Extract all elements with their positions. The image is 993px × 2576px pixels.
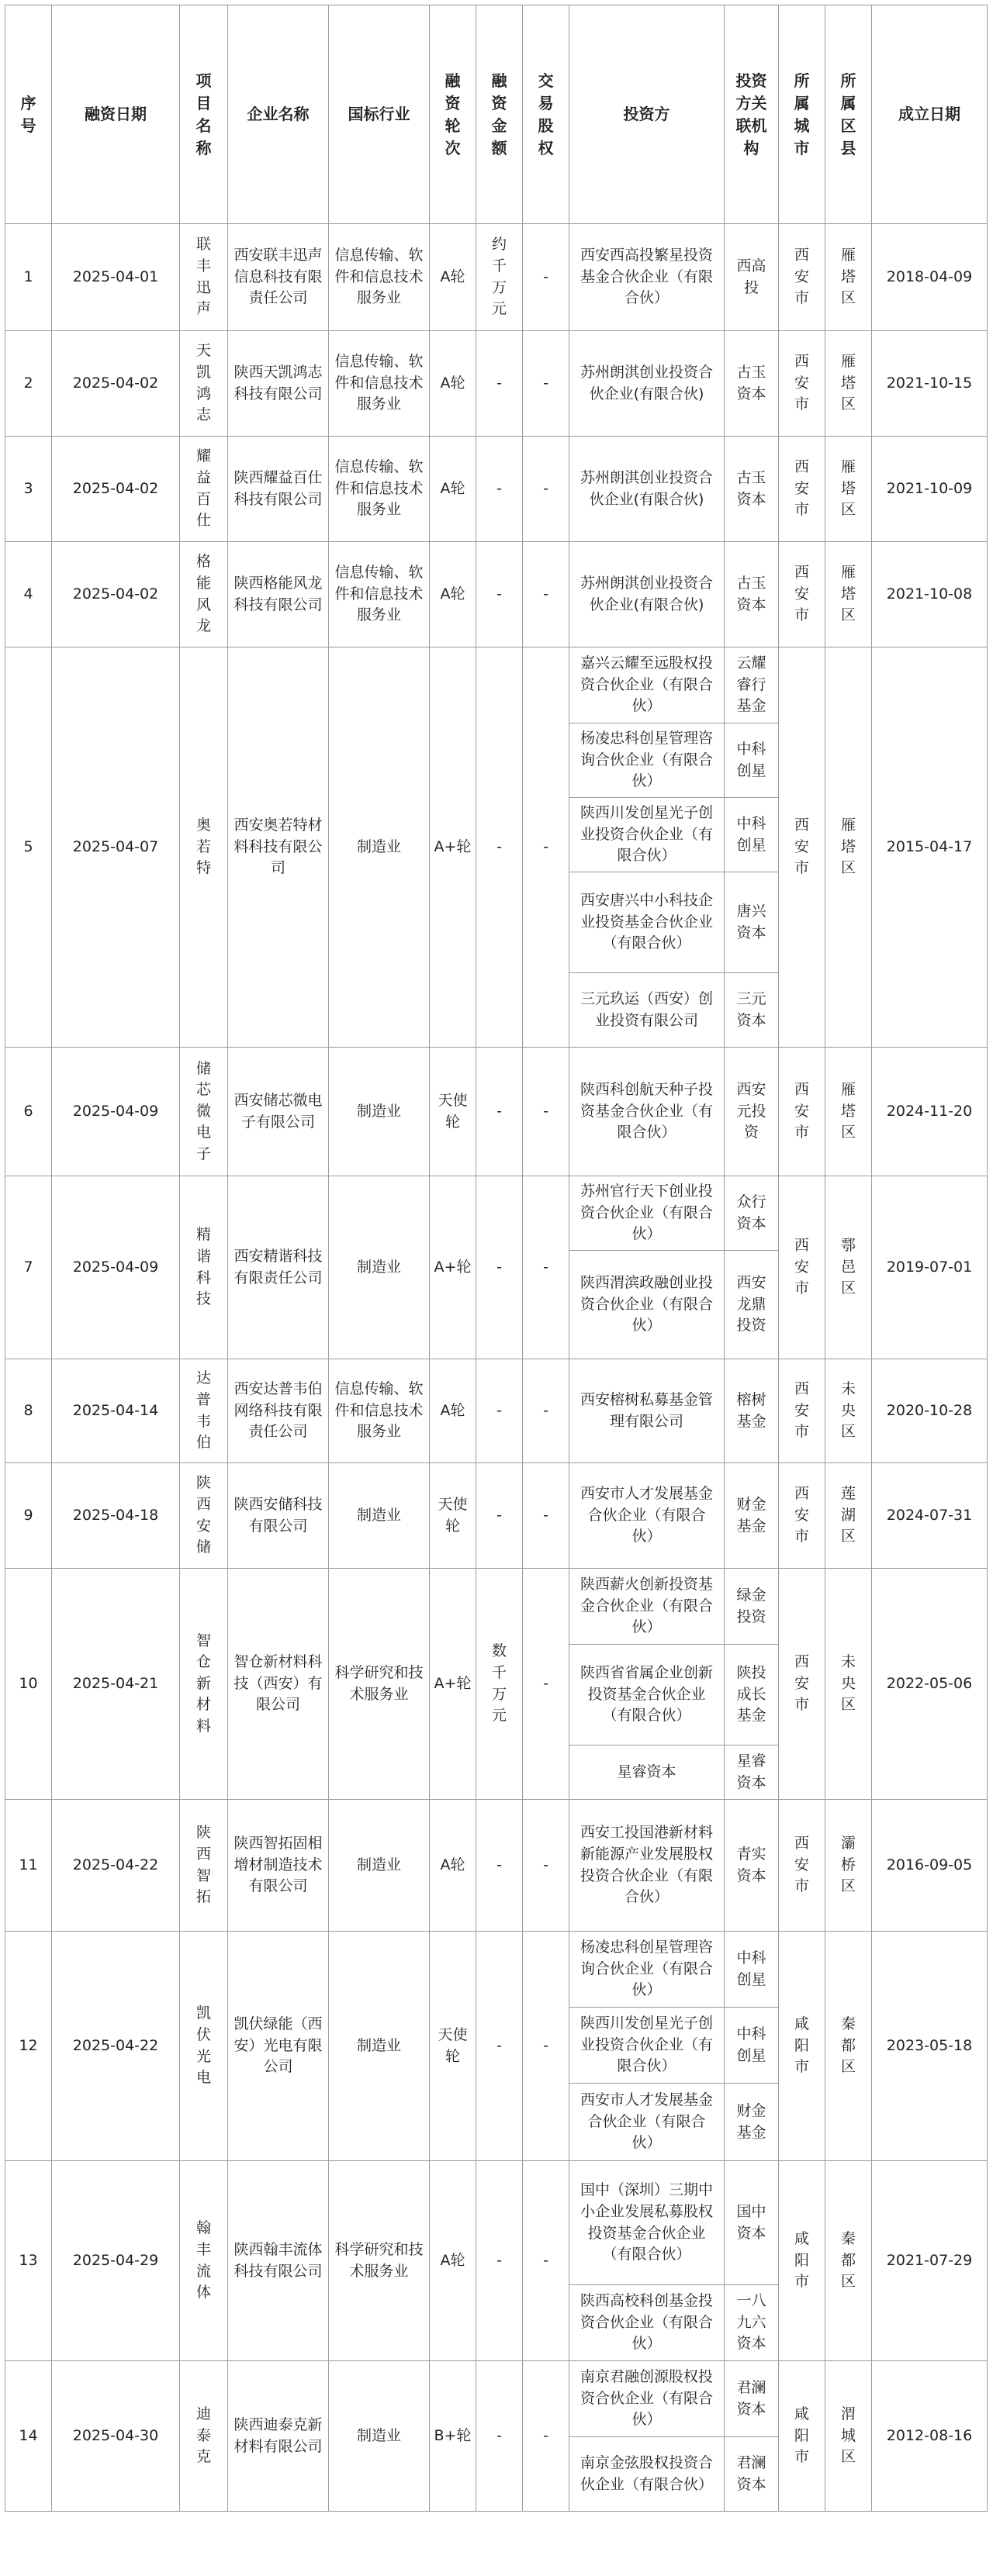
project-name: 天凯鸿志 [180, 331, 228, 437]
investor-org: 古玉资本 [725, 331, 779, 437]
investor-name: 苏州朗淇创业投资合伙企业(有限合伙) [569, 437, 725, 542]
investor-org: 财金基金 [725, 2084, 779, 2161]
row-number: 13 [5, 2161, 52, 2361]
city: 西安市 [779, 224, 825, 331]
investor-org: 古玉资本 [725, 437, 779, 542]
district: 未央区 [825, 1569, 872, 1800]
industry: 科学研究和技术服务业 [329, 2161, 430, 2361]
founded-date: 2016-09-05 [872, 1800, 988, 1932]
header-cell: 融资日期 [52, 5, 180, 224]
district: 秦都区 [825, 2161, 872, 2361]
amount: - [476, 542, 523, 647]
project-name: 耀益百仕 [180, 437, 228, 542]
project-name: 达普韦伯 [180, 1359, 228, 1463]
investor-name: 陕西高校科创基金投资合伙企业（有限合伙） [569, 2285, 725, 2361]
project-name: 精谐科技 [180, 1176, 228, 1359]
investor-name: 杨凌忠科创星管理咨询合伙企业（有限合伙） [569, 1932, 725, 2008]
investor-org: 国中资本 [725, 2161, 779, 2285]
investor-org: 西安龙鼎投资 [725, 1251, 779, 1359]
company-name: 西安联丰迅声信息科技有限责任公司 [228, 224, 329, 331]
district: 灞桥区 [825, 1800, 872, 1932]
round: A轮 [430, 2161, 476, 2361]
financing-table [5, 5, 988, 2512]
financing-date: 2025-04-02 [52, 331, 180, 437]
company-name: 陕西格能风龙科技有限公司 [228, 542, 329, 647]
row-number: 4 [5, 542, 52, 647]
company-name: 智仓新材料科技（西安）有限公司 [228, 1569, 329, 1800]
amount: - [476, 331, 523, 437]
district: 雁塔区 [825, 331, 872, 437]
investor-name: 苏州朗淇创业投资合伙企业(有限合伙) [569, 331, 725, 437]
industry: 制造业 [329, 1048, 430, 1176]
amount: - [476, 1359, 523, 1463]
table-row [5, 437, 988, 542]
industry: 制造业 [329, 647, 430, 1048]
company-name: 西安精谐科技有限责任公司 [228, 1176, 329, 1359]
row-number: 10 [5, 1569, 52, 1800]
investor-name: 西安市人才发展基金合伙企业（有限合伙） [569, 2084, 725, 2161]
header-cell: 融资轮次 [430, 5, 476, 224]
founded-date: 2012-08-16 [872, 2361, 988, 2512]
header-cell: 所属区县 [825, 5, 872, 224]
round: B+轮 [430, 2361, 476, 2512]
district: 鄠邑区 [825, 1176, 872, 1359]
district: 雁塔区 [825, 437, 872, 542]
round: A轮 [430, 542, 476, 647]
project-name: 陕西智拓 [180, 1800, 228, 1932]
investor-name: 国中（深圳）三期中小企业发展私募股权投资基金合伙企业（有限合伙） [569, 2161, 725, 2285]
investor-org: 君澜资本 [725, 2361, 779, 2437]
round: A轮 [430, 1800, 476, 1932]
equity: - [523, 1048, 569, 1176]
project-name: 迪泰克 [180, 2361, 228, 2512]
round: A轮 [430, 331, 476, 437]
investor-name: 西安工投国港新材料新能源产业发展股权投资合伙企业（有限合伙） [569, 1800, 725, 1932]
amount: - [476, 1176, 523, 1359]
company-name: 陕西迪泰克新材料有限公司 [228, 2361, 329, 2512]
industry: 信息传输、软件和信息技术服务业 [329, 1359, 430, 1463]
founded-date: 2022-05-06 [872, 1569, 988, 1800]
header-cell: 融资金额 [476, 5, 523, 224]
financing-date: 2025-04-09 [52, 1048, 180, 1176]
round: 天使轮 [430, 1932, 476, 2161]
district: 未央区 [825, 1359, 872, 1463]
financing-date: 2025-04-18 [52, 1463, 180, 1569]
investor-name: 苏州官行天下创业投资合伙企业（有限合伙） [569, 1176, 725, 1251]
amount: 约千万元 [476, 224, 523, 331]
founded-date: 2021-10-09 [872, 437, 988, 542]
financing-date: 2025-04-29 [52, 2161, 180, 2361]
table-row [5, 2161, 988, 2285]
round: 天使轮 [430, 1048, 476, 1176]
header-cell: 项目名称 [180, 5, 228, 224]
founded-date: 2021-10-08 [872, 542, 988, 647]
investor-name: 陕西渭滨政融创业投资合伙企业（有限合伙） [569, 1251, 725, 1359]
investor-name: 星睿资本 [569, 1746, 725, 1800]
district: 雁塔区 [825, 1048, 872, 1176]
header-cell: 国标行业 [329, 5, 430, 224]
investor-name: 陕西川发创星光子创业投资合伙企业（有限合伙） [569, 2008, 725, 2084]
table-row [5, 1048, 988, 1176]
table-row [5, 542, 988, 647]
equity: - [523, 1463, 569, 1569]
city: 咸阳市 [779, 2161, 825, 2361]
round: 天使轮 [430, 1463, 476, 1569]
header-cell: 投资方 [569, 5, 725, 224]
founded-date: 2023-05-18 [872, 1932, 988, 2161]
round: A+轮 [430, 1569, 476, 1800]
investor-org: 绿金投资 [725, 1569, 779, 1645]
table-row [5, 1800, 988, 1932]
equity: - [523, 437, 569, 542]
project-name: 格能风龙 [180, 542, 228, 647]
investor-name: 陕西科创航天种子投资基金合伙企业（有限合伙） [569, 1048, 725, 1176]
equity: - [523, 1176, 569, 1359]
district: 雁塔区 [825, 224, 872, 331]
table-row [5, 331, 988, 437]
founded-date: 2021-07-29 [872, 2161, 988, 2361]
city: 咸阳市 [779, 2361, 825, 2512]
amount: - [476, 2161, 523, 2361]
header-cell: 序号 [5, 5, 52, 224]
equity: - [523, 2361, 569, 2512]
table-row [5, 1569, 988, 1645]
equity: - [523, 1932, 569, 2161]
amount: - [476, 647, 523, 1048]
industry: 制造业 [329, 2361, 430, 2512]
company-name: 西安奥若特材料科技有限公司 [228, 647, 329, 1048]
investor-name: 苏州朗淇创业投资合伙企业(有限合伙) [569, 542, 725, 647]
investor-org: 星睿资本 [725, 1746, 779, 1800]
amount: - [476, 437, 523, 542]
investor-org: 西高投 [725, 224, 779, 331]
investor-name: 南京君融创源股权投资合伙企业（有限合伙） [569, 2361, 725, 2437]
district: 莲湖区 [825, 1463, 872, 1569]
financing-date: 2025-04-22 [52, 1800, 180, 1932]
investor-org: 一八九六资本 [725, 2285, 779, 2361]
header-cell: 投资方关联机构 [725, 5, 779, 224]
table-row [5, 224, 988, 331]
city: 西安市 [779, 1463, 825, 1569]
row-number: 5 [5, 647, 52, 1048]
founded-date: 2021-10-15 [872, 331, 988, 437]
founded-date: 2018-04-09 [872, 224, 988, 331]
investor-org: 中科创星 [725, 2008, 779, 2084]
investor-org: 云耀睿行基金 [725, 647, 779, 723]
table-row [5, 1463, 988, 1569]
company-name: 陕西智拓固相增材制造技术有限公司 [228, 1800, 329, 1932]
investor-org: 陕投成长基金 [725, 1645, 779, 1746]
founded-date: 2019-07-01 [872, 1176, 988, 1359]
round: A+轮 [430, 1176, 476, 1359]
row-number: 2 [5, 331, 52, 437]
round: A+轮 [430, 647, 476, 1048]
row-number: 14 [5, 2361, 52, 2512]
table-row [5, 1176, 988, 1251]
header-cell: 成立日期 [872, 5, 988, 224]
district: 渭城区 [825, 2361, 872, 2512]
financing-date: 2025-04-22 [52, 1932, 180, 2161]
project-name: 储芯微电子 [180, 1048, 228, 1176]
row-number: 11 [5, 1800, 52, 1932]
header-cell: 交易股权 [523, 5, 569, 224]
city: 咸阳市 [779, 1932, 825, 2161]
investor-org: 唐兴资本 [725, 872, 779, 973]
equity: - [523, 542, 569, 647]
industry: 信息传输、软件和信息技术服务业 [329, 437, 430, 542]
city: 西安市 [779, 1048, 825, 1176]
project-name: 奥若特 [180, 647, 228, 1048]
industry: 科学研究和技术服务业 [329, 1569, 430, 1800]
district: 雁塔区 [825, 647, 872, 1048]
company-name: 陕西天凯鸿志科技有限公司 [228, 331, 329, 437]
project-name: 联丰迅声 [180, 224, 228, 331]
company-name: 西安达普韦伯网络科技有限责任公司 [228, 1359, 329, 1463]
investor-org: 君澜资本 [725, 2437, 779, 2512]
financing-date: 2025-04-07 [52, 647, 180, 1048]
equity: - [523, 1569, 569, 1800]
industry: 制造业 [329, 1800, 430, 1932]
industry: 制造业 [329, 1932, 430, 2161]
project-name: 智仓新材料 [180, 1569, 228, 1800]
financing-date: 2025-04-01 [52, 224, 180, 331]
row-number: 7 [5, 1176, 52, 1359]
investor-org: 古玉资本 [725, 542, 779, 647]
city: 西安市 [779, 437, 825, 542]
equity: - [523, 1359, 569, 1463]
investor-org: 西安元投资 [725, 1048, 779, 1176]
round: A轮 [430, 437, 476, 542]
investor-org: 青实资本 [725, 1800, 779, 1932]
city: 西安市 [779, 1569, 825, 1800]
financing-date: 2025-04-09 [52, 1176, 180, 1359]
investor-name: 陕西川发创星光子创业投资合伙企业（有限合伙） [569, 798, 725, 872]
investor-name: 南京金弦股权投资合伙企业（有限合伙） [569, 2437, 725, 2512]
company-name: 西安储芯微电子有限公司 [228, 1048, 329, 1176]
row-number: 12 [5, 1932, 52, 2161]
financing-table-container [5, 5, 987, 2512]
investor-org: 财金基金 [725, 1463, 779, 1569]
city: 西安市 [779, 1176, 825, 1359]
founded-date: 2024-07-31 [872, 1463, 988, 1569]
investor-org: 三元资本 [725, 973, 779, 1048]
round: A轮 [430, 1359, 476, 1463]
industry: 信息传输、软件和信息技术服务业 [329, 542, 430, 647]
financing-date: 2025-04-02 [52, 542, 180, 647]
industry: 制造业 [329, 1176, 430, 1359]
amount: 数千万元 [476, 1569, 523, 1800]
district: 秦都区 [825, 1932, 872, 2161]
table-row [5, 2361, 988, 2437]
round: A轮 [430, 224, 476, 331]
district: 雁塔区 [825, 542, 872, 647]
row-number: 6 [5, 1048, 52, 1176]
header-cell: 所属城市 [779, 5, 825, 224]
investor-org: 众行资本 [725, 1176, 779, 1251]
equity: - [523, 647, 569, 1048]
investor-name: 杨凌忠科创星管理咨询合伙企业（有限合伙） [569, 723, 725, 798]
amount: - [476, 1048, 523, 1176]
table-row [5, 1359, 988, 1463]
city: 西安市 [779, 542, 825, 647]
header-cell: 企业名称 [228, 5, 329, 224]
city: 西安市 [779, 647, 825, 1048]
project-name: 翰丰流体 [180, 2161, 228, 2361]
investor-name: 陕西薪火创新投资基金合伙企业（有限合伙） [569, 1569, 725, 1645]
investor-name: 西安榕树私募基金管理有限公司 [569, 1359, 725, 1463]
amount: - [476, 1463, 523, 1569]
company-name: 陕西耀益百仕科技有限公司 [228, 437, 329, 542]
financing-date: 2025-04-02 [52, 437, 180, 542]
investor-org: 中科创星 [725, 723, 779, 798]
row-number: 3 [5, 437, 52, 542]
city: 西安市 [779, 331, 825, 437]
company-name: 陕西安储科技有限公司 [228, 1463, 329, 1569]
founded-date: 2020-10-28 [872, 1359, 988, 1463]
investor-org: 中科创星 [725, 1932, 779, 2008]
investor-name: 西安唐兴中小科技企业投资基金合伙企业（有限合伙） [569, 872, 725, 973]
investor-org: 榕树基金 [725, 1359, 779, 1463]
industry: 信息传输、软件和信息技术服务业 [329, 331, 430, 437]
amount: - [476, 1800, 523, 1932]
equity: - [523, 2161, 569, 2361]
city: 西安市 [779, 1359, 825, 1463]
header-row [5, 5, 988, 224]
amount: - [476, 1932, 523, 2161]
investor-org: 中科创星 [725, 798, 779, 872]
company-name: 陕西翰丰流体科技有限公司 [228, 2161, 329, 2361]
investor-name: 西安西高投繁星投资基金合伙企业（有限合伙） [569, 224, 725, 331]
company-name: 凯伏绿能（西安）光电有限公司 [228, 1932, 329, 2161]
table-row [5, 1932, 988, 2008]
investor-name: 陕西省省属企业创新投资基金合伙企业（有限合伙） [569, 1645, 725, 1746]
row-number: 1 [5, 224, 52, 331]
financing-date: 2025-04-21 [52, 1569, 180, 1800]
row-number: 9 [5, 1463, 52, 1569]
founded-date: 2015-04-17 [872, 647, 988, 1048]
industry: 制造业 [329, 1463, 430, 1569]
founded-date: 2024-11-20 [872, 1048, 988, 1176]
equity: - [523, 224, 569, 331]
investor-name: 嘉兴云耀至远股权投资合伙企业（有限合伙） [569, 647, 725, 723]
equity: - [523, 331, 569, 437]
financing-date: 2025-04-30 [52, 2361, 180, 2512]
project-name: 陕西安储 [180, 1463, 228, 1569]
equity: - [523, 1800, 569, 1932]
investor-name: 西安市人才发展基金合伙企业（有限合伙） [569, 1463, 725, 1569]
investor-name: 三元玖运（西安）创业投资有限公司 [569, 973, 725, 1048]
industry: 信息传输、软件和信息技术服务业 [329, 224, 430, 331]
row-number: 8 [5, 1359, 52, 1463]
city: 西安市 [779, 1800, 825, 1932]
amount: - [476, 2361, 523, 2512]
table-row [5, 647, 988, 723]
financing-date: 2025-04-14 [52, 1359, 180, 1463]
project-name: 凯伏光电 [180, 1932, 228, 2161]
